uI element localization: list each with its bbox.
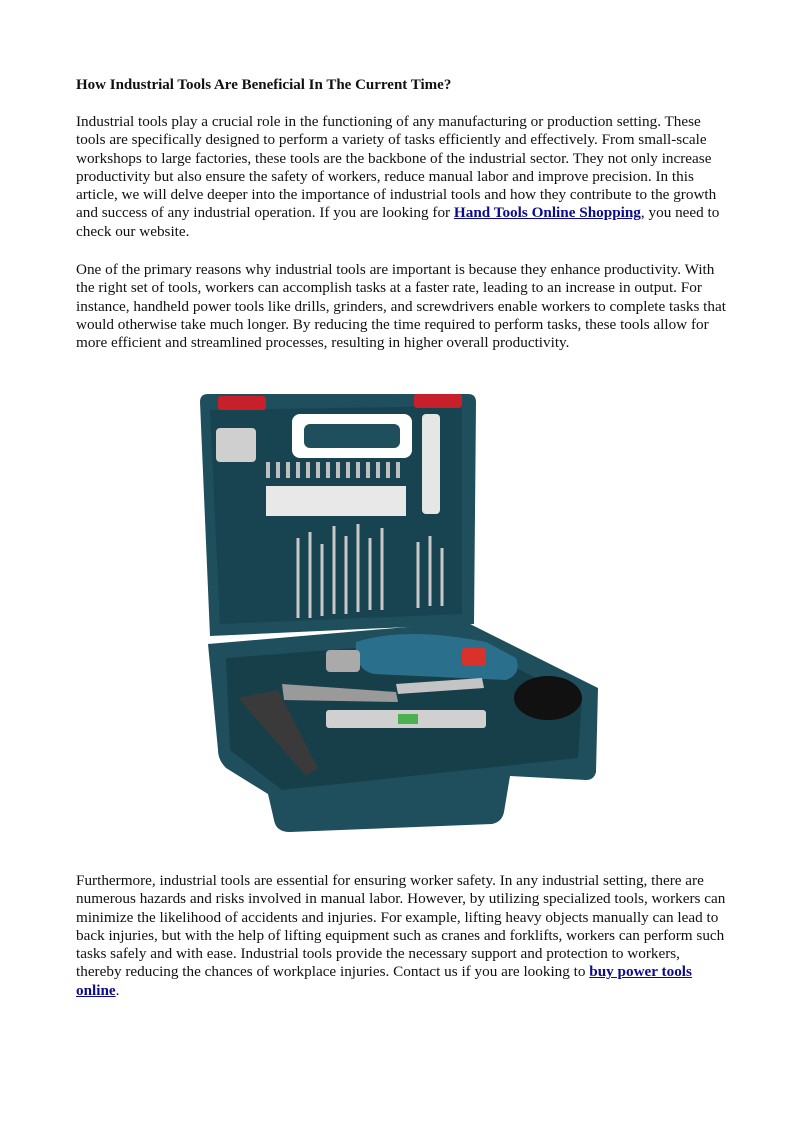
drill-cable bbox=[514, 676, 582, 720]
article-title: How Industrial Tools Are Beneficial In The Current Time? bbox=[76, 77, 452, 93]
wall-plugs-tray bbox=[266, 486, 406, 516]
paragraph-productivity: One of the primary reasons why industrial tools are important is because they enhance productivity. With the right set of tools, workers can accomplish tasks at a faster rate, leading to an increase in output. For instance, handheld power tools like drills, grinders, and screwdrivers enable workers to complete tasks that would otherwise take much longer. By reducing the time required to perform tasks, these tools allow for more efficient and streamlined processes, resulting in higher overall productivity. bbox=[76, 261, 726, 352]
tool-case-illustration bbox=[186, 388, 606, 836]
tool-kit-image bbox=[186, 388, 606, 836]
hand-tools-online-shopping-link[interactable]: Hand Tools Online Shopping bbox=[453, 204, 641, 222]
buy-power-tools-online-link[interactable]: buy power tools online bbox=[76, 963, 692, 999]
paragraph-safety bbox=[76, 872, 726, 1000]
drill-trigger bbox=[462, 648, 486, 666]
tape-measure bbox=[216, 428, 256, 462]
utility-knife bbox=[422, 414, 440, 514]
paragraph-intro bbox=[76, 113, 726, 241]
paragraph-intro-text: Industrial tools play a crucial role in the functioning of any manufacturing or production setting. These tools are specifically designed to perform a variety of tasks efficiently and effectively. From small-scale workshops to large factories, these tools are the backbone of the industrial sector. They not only increase productivity but also ensure the safety of workers, reduce manual labor and improve precision. In this article, we will delve deeper into the importance of industrial tools and how they contribute to the growth and success of any industrial operation. If you are looking for bbox=[76, 113, 717, 222]
left-latch bbox=[218, 396, 266, 410]
right-latch bbox=[414, 394, 462, 408]
paragraph-intro-tail: , you need to check our website. bbox=[76, 204, 720, 240]
drill-chuck bbox=[326, 650, 360, 672]
paragraph-safety-text: Furthermore, industrial tools are essential for ensuring worker safety. In any industrial setting, there are numerous hazards and risks involved in manual labor. However, by utilizing specialized tools, workers can minimize the likelihood of accidents and injuries. For example, lifting heavy objects manually can lead to back injuries, but with the help of lifting equipment such as cranes and forklifts, workers can perform such tasks safely and with ease. Industrial tools provide the necessary support and protection to workers, thereby reducing the chances of workplace injuries. Contact us if you are looking to bbox=[76, 872, 726, 981]
paragraph-safety-tail: . bbox=[115, 981, 120, 999]
